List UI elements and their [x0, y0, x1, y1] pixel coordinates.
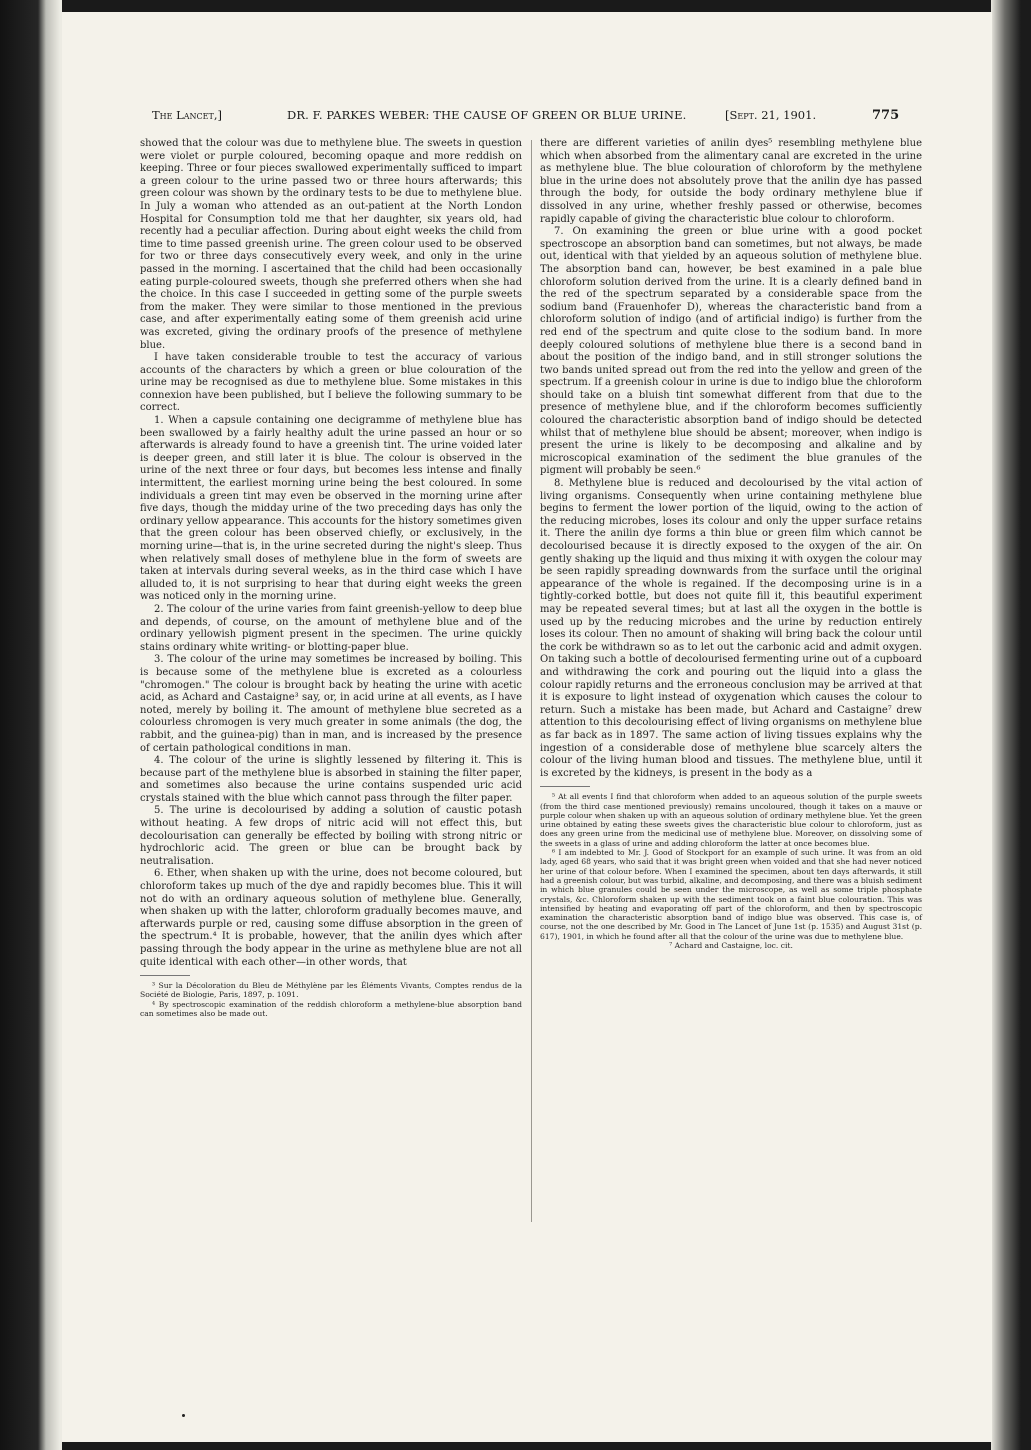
paragraph: 7. On examining the green or blue urine with a good pocket spectroscope an absorption band can sometimes, but not always, be made out, identical with that yielded by an aqueous solution of methylene blue. The absorption band can, however, be best examined in a pale blue chloroform solution derived from the urine. It is a clearly defined band in the red of the spectrum separated by a considerable space from the sodium band (Frauenhofer D), whereas the characteristic band from a chloroform solution of indigo (and of artificial indigo) is further from the red end of the spectrum and quite close to the sodium band. In more deeply coloured solutions of methylene blue there is a second band in about the position of the indigo band, and in still stronger solutions the two bands united spread out from the red into the yellow and green of the spectrum. If a greenish colour in urine is due to indigo blue the chloroform should take on a bluish tint somewhat different from that due to the presence of methylene blue, and if the chloroform becomes sufficiently coloured the characteristic absorption band of indigo should be detected whilst that of methylene blue should be absent; moreover, when indigo is present the urine is likely to be decomposing and alkaline and by microscopical examination of the sediment the blue granules of the pigment will probably be seen.⁶ [540, 226, 922, 477]
column-divider [531, 140, 532, 1222]
footnotes [540, 792, 922, 950]
footnotes [140, 981, 522, 1018]
paragraph: 2. The colour of the urine varies from faint greenish-yellow to deep blue and depends, of course, on the amount of methylene blue and of the ordinary yellowish pigment present in the specimen. The urine quickly stains ordinary white writing- or blotting-paper blue. [140, 603, 522, 653]
page-number: 775 [872, 108, 900, 123]
paragraph: I have taken considerable trouble to test the accuracy of various accounts of the characters by which a green or blue colouration of the urine may be recognised as due to methylene blue. Some mistakes in this connexion have been published, but I believe the following summary to be correct. [140, 352, 522, 414]
footnote: ⁵ At all events I find that chloroform when added to an aqueous solution of the purple sweets (from the third case mentioned previously) remains uncoloured, though it takes on a mauve or purple colour when shaken up with an aqueous solution of ordinary methylene blue. Yet the green urine obtained by eating these sweets gives the characteristic blue colour to chloroform, just as does any green urine from the medicinal use of methylene blue. Moreover, on dissolving some of the sweets in a glass of urine and adding chloroform the latter at once becomes blue. [540, 792, 922, 848]
footnote-rule [540, 786, 590, 787]
paragraph: 4. The colour of the urine is slightly lessened by filtering it. This is because part of the methylene blue is absorbed in staining the filter paper, and sometimes also because the urine contains suspended uric acid crystals stained with the blue which cannot pass through the filter paper. [140, 755, 522, 804]
paragraph: 3. The colour of the urine may sometimes be increased by boiling. This is because some of the methylene blue is excreted as a colourless "chromogen." The colour is brought back by heating the urine with acetic acid, as Achard and Castaigne³ say, or, in acid urine at all events, as I have noted, merely by boiling it. The amount of methylene blue secreted as a colourless chromogen is very much greater in some animals (the dog, the rabbit, and the guinea-pig) than in man, and is increased by the presence of certain pathological conditions in man. [140, 654, 522, 754]
header-journal: The Lancet,] [152, 108, 222, 122]
footnote: ⁷ Achard and Castaigne, loc. cit. [669, 941, 793, 951]
book-binding-right [991, 0, 1031, 1450]
running-header [152, 108, 922, 128]
left-column [140, 138, 522, 1018]
paper-speck [182, 1414, 185, 1417]
paragraph: 5. The urine is decolourised by adding a solution of caustic potash without heating. A few drops of nitric acid will not effect this, but decolourisation can generally be effected by boiling with strong nitric or hydrochloric acid. The green or blue can be brought back by neutralisation. [140, 805, 522, 867]
footnote: ⁶ I am indebted to Mr. J. Good of Stockport for an example of such urine. It was from an old lady, aged 68 years, who said that it was bright green when voided and that she had never noticed her urine of that colour before. When I examined the specimen, about ten days afterwards, it still had a greenish colour, but was turbid, alkaline, and decomposing, and there was a bluish sediment in which blue granules could be seen under the microscope, as well as some triple phosphate crystals, &c. Chloroform shaken up with the sediment took on a faint blue colouration. This was intensified by heating and evaporating off part of the chloroform, and then by spectroscopic examination the characteristic absorption band of indigo blue was observed. This case is, of course, not the one described by Mr. Good in The Lancet of June 1st (p. 1535) and August 31st (p. 617), 1901, in which he found after all that the colour of the urine was due to methylene blue. [540, 848, 922, 941]
paragraph: showed that the colour was due to methylene blue. The sweets in question were violet or purple coloured, becoming opaque and more reddish on keeping. Three or four pieces swallowed experimentally sufficed to impart a green colour to the urine passed two or three hours afterwards; this green colour was shown by the ordinary tests to be due to methylene blue. In July a woman who attended as an out-patient at the North London Hospital for Consumption told me that her daughter, six years old, had recently had a peculiar affection. During about eight weeks the child from time to time passed greenish urine. The green colour used to be observed for two or three days consecutively every week, and only in the urine passed in the morning. I ascertained that the child had been occasionally eating purple-coloured sweets, though she preferred others when she had the choice. In this case I succeeded in getting some of the purple sweets from the maker. They were similar to those mentioned in the previous case, and after experimentally eating some of them greenish acid urine was excreted, giving the ordinary proofs of the presence of methylene blue. [140, 138, 522, 351]
footnote-rule [140, 975, 190, 976]
footnote: ³ Sur la Décoloration du Bleu de Méthylène par les Éléments Vivants, Comptes rendus de la Société de Biologie, Paris, 1897, p. 1091. [140, 981, 522, 1000]
book-binding-left [0, 0, 62, 1450]
paragraph: there are different varieties of anilin dyes⁵ resembling methylene blue which when absorbed from the alimentary canal are excreted in the urine as methylene blue. The blue colouration of chloroform by the methylene blue in the urine does not absolutely prove that the anilin dye has passed through the body, for outside the body ordinary methylene blue if dissolved in any urine, whether freshly passed or otherwise, becomes rapidly capable of giving the characteristic blue colour to chloroform. [540, 138, 922, 225]
paragraph: 8. Methylene blue is reduced and decolourised by the vital action of living organisms. Consequently when urine containing methylene blue begins to ferment the lower portion of the liquid, owing to the action of the reducing microbes, loses its colour and only the upper surface retains it. There the anilin dye forms a thin blue or green film which cannot be decolourised because it is directly exposed to the oxygen of the air. On gently shaking up the liquid and thus mixing it with oxygen the colour may be seen rapidly spreading downwards from the surface until the original appearance of the whole is regained. If the decomposing urine is in a tightly-corked bottle, but does not quite fill it, this beautiful experiment may be repeated several times; but at last all the oxygen in the bottle is used up by the reducing microbes and the urine by reduction entirely loses its colour. Then no amount of shaking will bring back the colour until the cork be withdrawn so as to let out the carbonic acid and admit oxygen. On taking such a bottle of decolourised fermenting urine out of a cupboard and withdrawing the cork and pouring out the liquid into a glass the colour rapidly returns and the erroneous conclusion may be arrived at that it is exposure to light instead of oxygenation which causes the colour to return. Such a mistake has been made, but Achard and Castaigne⁷ drew attention to this decolourising effect of living organisms on methylene blue as far back as in 1897. The same action of living tissues explains why the ingestion of a considerable dose of methylene blue scarcely alters the colour of the living human blood and tissues. The methylene blue, until it is excreted by the kidneys, is present in the body as a [540, 478, 923, 779]
header-date: [Sept. 21, 1901. [725, 108, 817, 122]
right-column [540, 138, 922, 950]
footnote: ⁴ By spectroscopic examination of the reddish chloroform a methylene-blue absorption band can sometimes also be made out. [140, 999, 522, 1019]
paragraph: 6. Ether, when shaken up with the urine, does not become coloured, but chloroform takes up much of the dye and rapidly becomes blue. This it will not do with an ordinary aqueous solution of methylene blue. Generally, when shaken up with the latter, chloroform gradually becomes mauve, and afterwards purple or red, causing some diffuse absorption in the green of the spectrum.⁴ It is probable, however, that the anilin dyes which after passing through the body appear in the urine as methylene blue are not all quite identical with each other—in other words, that [140, 868, 522, 968]
header-article-title: DR. F. PARKES WEBER: THE CAUSE OF GREEN OR BLUE URINE. [287, 108, 687, 122]
paragraph: 1. When a capsule containing one decigramme of methylene blue has been swallowed by a fairly healthy adult the urine passed an hour or so afterwards is already found to have a greenish tint. The urine voided later is deeper green, and still later it is blue. The colour is observed in the urine of the next three or four days, but becomes less intense and finally intermittent, the earliest morning urine being the best coloured. In some individuals a green tint may even be observed in the morning urine after five days, though the midday urine of the two preceding days has only the ordinary yellow appearance. This accounts for the history sometimes given that the green colour has been observed chiefly, or exclusively, in the morning urine—that is, in the urine secreted during the night's sleep. Thus when relatively small doses of methylene blue in the form of sweets are taken at intervals during several weeks, as in the third case which I have alluded to, it is not surprising to hear that during eight weeks the green was noticed only in the morning urine. [140, 415, 522, 603]
